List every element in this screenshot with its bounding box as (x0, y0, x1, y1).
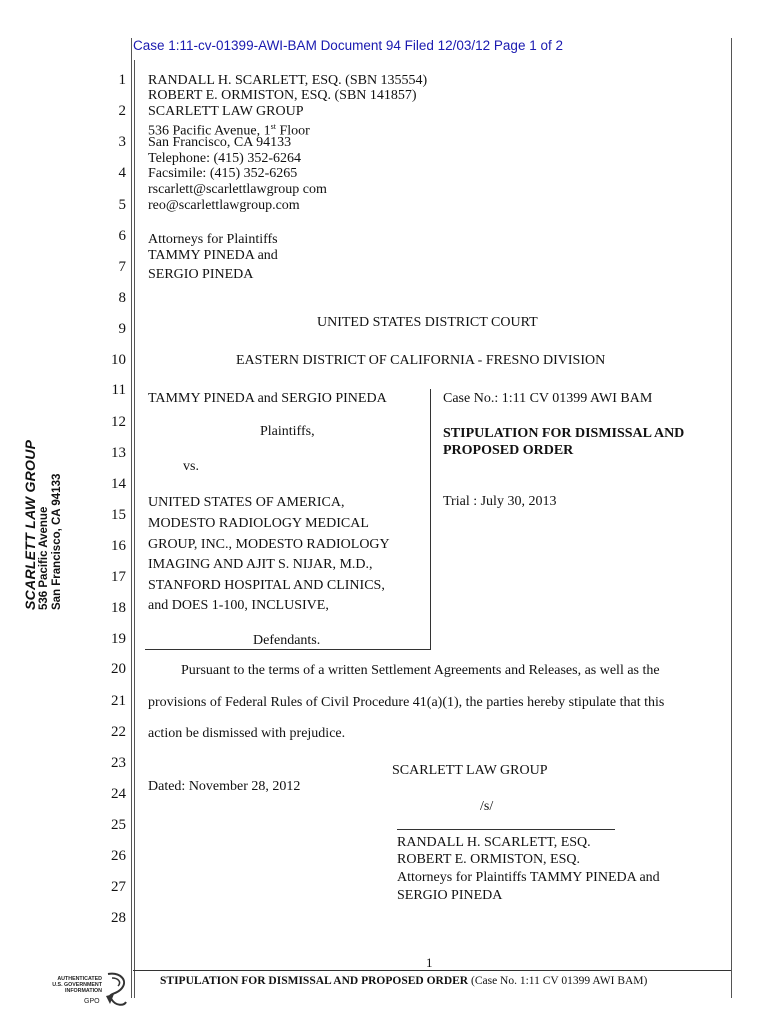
line-number: 10 (111, 352, 126, 368)
line-number: 22 (111, 724, 126, 740)
caption-divider-vertical (430, 389, 431, 649)
line-number: 18 (111, 600, 126, 616)
firm-name: SCARLETT LAW GROUP (392, 763, 548, 778)
footer-case: (Case No. 1:11 CV 01399 AWI BAM) (468, 975, 648, 987)
line-number: 14 (111, 476, 126, 492)
gpo-line: AUTHENTICATED (57, 976, 102, 982)
gpo-text (42, 976, 102, 994)
attorneys-line: TAMMY PINEDA and (148, 248, 278, 263)
document-title: PROPOSED ORDER (443, 443, 574, 458)
defendant-line: and DOES 1-100, INCLUSIVE, (148, 598, 329, 613)
address-text: 536 Pacific Avenue, 1 (148, 123, 271, 139)
gpo-eagle-icon (102, 970, 132, 1012)
counsel-email: rscarlett@scarlettlawgroup com (148, 182, 327, 197)
line-number: 17 (111, 569, 126, 585)
sidebar-firm: SCARLETT LAW GROUP (22, 439, 38, 610)
court-name: UNITED STATES DISTRICT COURT (317, 315, 538, 330)
signature-line (397, 829, 615, 830)
line-number: 9 (118, 321, 126, 337)
page-number: 1 (426, 955, 433, 970)
document-title: STIPULATION FOR DISMISSAL AND (443, 426, 685, 441)
defendant-line: GROUP, INC., MODESTO RADIOLOGY (148, 537, 390, 552)
line-number: 12 (111, 414, 126, 430)
body-line: Pursuant to the terms of a written Settlement Agreements and Releases, as well as the (181, 663, 660, 678)
line-number: 19 (111, 631, 126, 647)
document-header: Case 1:11-cv-01399-AWI-BAM Document 94 Filed 12/03/12 Page 1 of 2 (133, 38, 563, 53)
counsel-line: Telephone: (415) 352-6264 (148, 151, 301, 166)
counsel-line: RANDALL H. SCARLETT, ESQ. (SBN 135554) (148, 73, 428, 88)
gpo-line: U.S. GOVERNMENT (52, 982, 102, 988)
line-number: 6 (118, 228, 126, 244)
signature-mark: /s/ (480, 799, 494, 814)
case-number: Case No.: 1:11 CV 01399 AWI BAM (443, 391, 653, 406)
line-number: 24 (111, 786, 126, 802)
defendant-line: MODESTO RADIOLOGY MEDICAL (148, 516, 369, 531)
attorneys-line: SERGIO PINEDA (148, 267, 254, 282)
defendant-line: UNITED STATES OF AMERICA, (148, 495, 345, 510)
defendants-label: Defendants. (253, 633, 321, 648)
vs-label: vs. (183, 459, 199, 474)
body-line: action be dismissed with prejudice. (148, 726, 346, 741)
line-number: 2 (118, 103, 126, 119)
gpo-line: INFORMATION (65, 988, 102, 994)
trial-date: Trial : July 30, 2013 (443, 494, 557, 509)
line-number: 25 (111, 817, 126, 833)
signer-name: RANDALL H. SCARLETT, ESQ. (397, 835, 591, 850)
line-number: 28 (111, 910, 126, 926)
signer-role: SERGIO PINEDA (397, 888, 503, 903)
left-margin-rule-inner (134, 60, 135, 998)
attorneys-line: Attorneys for Plaintiffs (148, 232, 278, 247)
line-number: 23 (111, 755, 126, 771)
line-number: 26 (111, 848, 126, 864)
counsel-line: SCARLETT LAW GROUP (148, 104, 304, 119)
defendant-line: STANFORD HOSPITAL AND CLINICS, (148, 578, 385, 593)
line-number: 27 (111, 879, 126, 895)
court-district: EASTERN DISTRICT OF CALIFORNIA - FRESNO DIVISION (236, 353, 606, 368)
line-number: 16 (111, 538, 126, 554)
counsel-line: ROBERT E. ORMISTON, ESQ. (SBN 141857) (148, 88, 417, 103)
line-number: 5 (118, 197, 126, 213)
plaintiffs-names: TAMMY PINEDA and SERGIO PINEDA (148, 391, 387, 406)
footer-title: STIPULATION FOR DISMISSAL AND PROPOSED ORDER (160, 975, 469, 987)
right-margin-rule (731, 38, 732, 998)
counsel-line: San Francisco, CA 94133 (148, 135, 292, 150)
caption-divider-horizontal (145, 649, 431, 650)
line-number: 3 (118, 134, 126, 150)
counsel-email: reo@scarlettlawgroup.com (148, 198, 300, 213)
left-margin-rule (131, 38, 132, 998)
counsel-line: Facsimile: (415) 352-6265 (148, 166, 298, 181)
line-number: 11 (111, 382, 126, 398)
line-number: 8 (118, 290, 126, 306)
line-number: 13 (111, 445, 126, 461)
firm-sidebar (22, 440, 64, 610)
line-number: 7 (118, 259, 126, 275)
sidebar-address: 536 Pacific Avenue (38, 506, 50, 610)
footer-caption (160, 975, 647, 987)
address-sup: st (270, 122, 276, 131)
gpo-authentication-badge (42, 970, 132, 1012)
line-number: 15 (111, 507, 126, 523)
signer-name: ROBERT E. ORMISTON, ESQ. (397, 852, 580, 867)
address-text-end: Floor (275, 123, 310, 139)
date-line: Dated: November 28, 2012 (148, 779, 301, 794)
line-number: 1 (118, 72, 126, 88)
signer-role: Attorneys for Plaintiffs TAMMY PINEDA and (397, 870, 660, 885)
plaintiffs-label: Plaintiffs, (260, 424, 315, 439)
line-number: 4 (118, 165, 126, 181)
line-number: 21 (111, 693, 126, 709)
footer-rule (133, 970, 731, 971)
defendant-line: IMAGING AND AJIT S. NIJAR, M.D., (148, 557, 373, 572)
gpo-label: GPO (84, 998, 100, 1005)
body-line: provisions of Federal Rules of Civil Procedure 41(a)(1), the parties hereby stipulate that this (148, 695, 665, 710)
line-number: 20 (111, 661, 126, 677)
sidebar-city: San Francisco, CA 94133 (51, 473, 63, 610)
